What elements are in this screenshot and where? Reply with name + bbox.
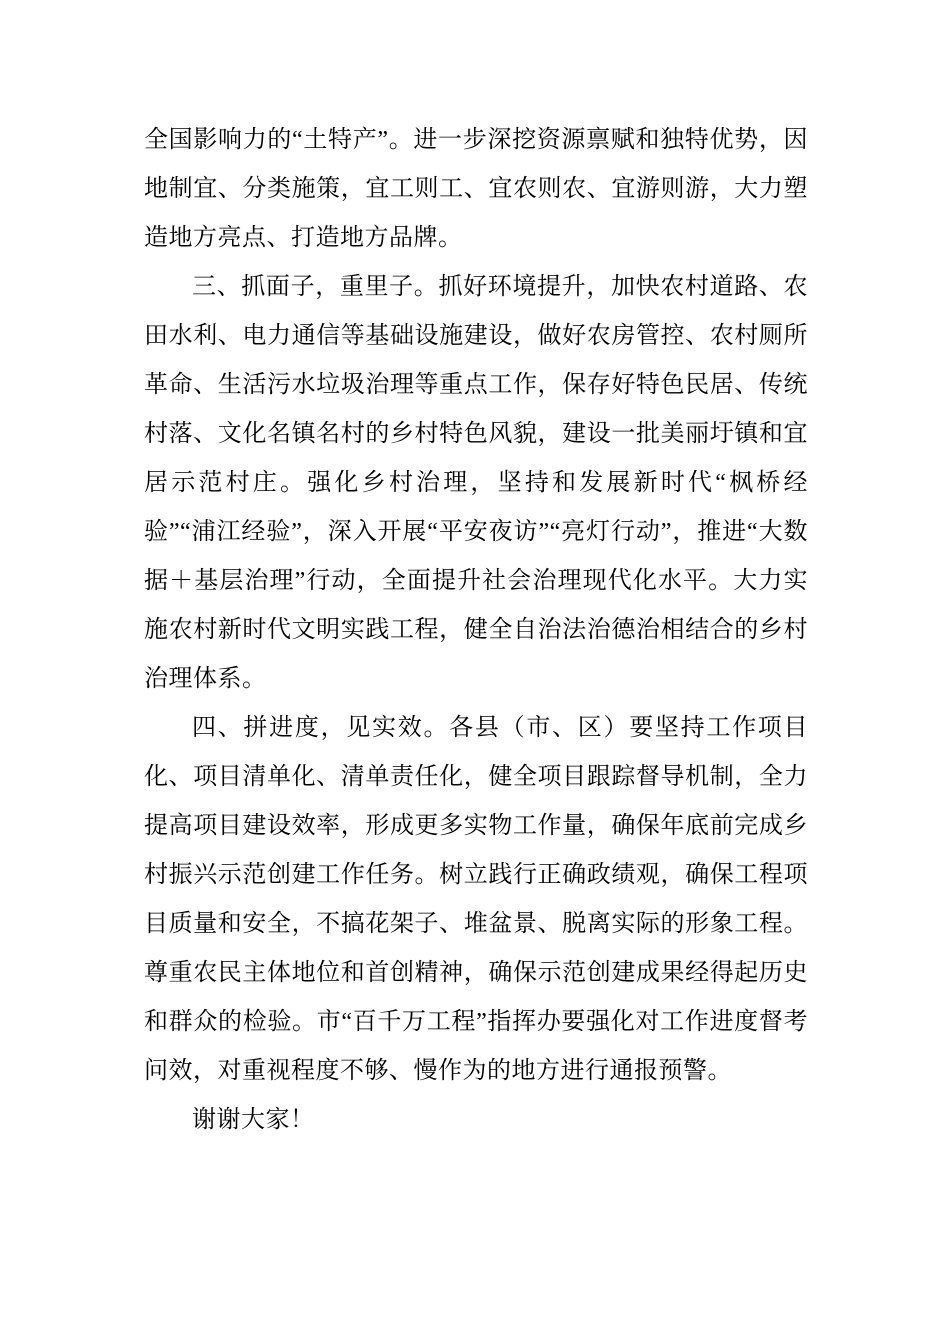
paragraph-section-three: 三、抓面子，重里子。抓好环境提升，加快农村道路、农田水利、电力通信等基础设施建设，做好农房管控、农村厕所革命、生活污水垃圾治理等重点工作，保存好特色民居、传统村落、文化名镇名村的乡村特色风貌，建设一批美丽圩镇和宜居示范村庄。强化乡村治理，坚持和发展新时代“枫桥经验”“浦江经验”，深入开展“平安夜访”“亮灯行动”，推进“大数据＋基层治理”行动，全面提升社会治理现代化水平。大力实施农村新时代文明实践工程，健全自治法治德治相结合的乡村治理体系。 <box>144 274 808 692</box>
paragraph-continuation: 全国影响力的“土特产”。进一步深挖资源禀赋和独特优势，因地制宜、分类施策，宜工则工、宜农则农、宜游则游，大力塑造地方亮点、打造地方品牌。 <box>144 127 808 251</box>
paragraph-closing: 谢谢大家！ <box>192 1107 315 1133</box>
paragraph-section-four: 四、拼进度，见实效。各县（市、区）要坚持工作项目化、项目清单化、清单责任化，健全项目跟踪督导机制，全力提高项目建设效率，形成更多实物工作量，确保年底前完成乡村振兴示范创建工作任务。树立践行正确政绩观，确保工程项目质量和安全，不搞花架子、堆盆景、脱离实际的形象工程。尊重农民主体地位和首创精神，确保示范创建成果经得起历史和群众的检验。市“百千万工程”指挥办要强化对工作进度督考问效，对重视程度不够、慢作为的地方进行通报预警。 <box>144 715 808 1084</box>
